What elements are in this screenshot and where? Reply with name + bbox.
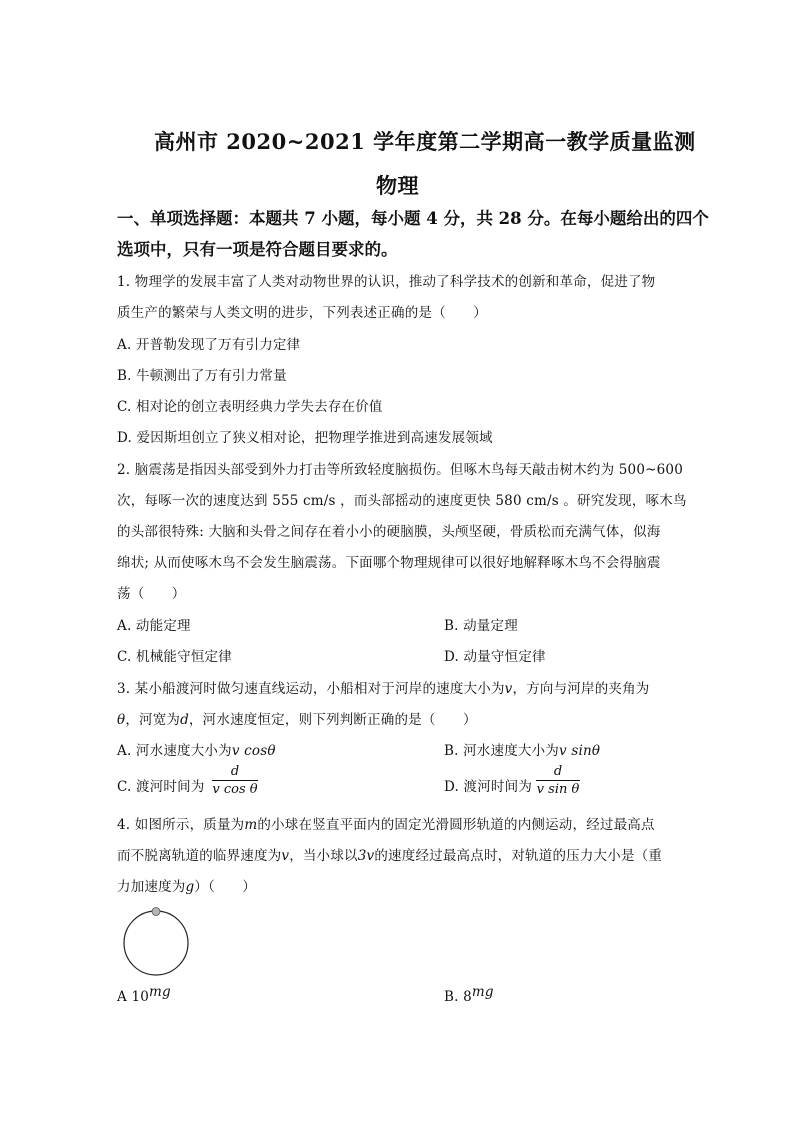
circular-track-figure (120, 902, 194, 978)
q4-stem-line1-post: 的小球在竖直平面内的固定光滑圆形轨道的内侧运动，经过最高点 (257, 817, 655, 833)
fraction-bar (212, 780, 258, 781)
q1-option-a: A. 开普勒发现了万有引力定律 (117, 337, 301, 353)
q1-option-c: C. 相对论的创立表明经典力学失去存在价值 (117, 399, 383, 415)
q2-stem-line1: 2. 脑震荡是指因头部受到外力打击等所致轻度脑损伤。但啄木鸟每天敲击树木约为 500~600 (117, 462, 684, 478)
q2-stem-line5: 荡（ ） (117, 586, 186, 602)
q4-option-b-expr: mg (471, 984, 494, 1000)
q3-option-d-denominator: v sin θ (536, 782, 580, 797)
q4-stem-line2-pre: 而不脱离轨道的临界速度为 (117, 848, 282, 864)
q4-option-b-label: B. 8 (444, 989, 472, 1005)
q3-stem-line2-post: ，河水速度恒定，则下列判断正确的是（ ） (188, 712, 477, 728)
q2-option-d: D. 动量守恒定律 (444, 649, 546, 665)
q1-option-d: D. 爱因斯坦创立了狭义相对论，把物理学推进到高速发展领域 (117, 430, 493, 446)
q3-option-a (117, 739, 276, 759)
q4-stem-line2-mid: ，当小球以 (289, 848, 358, 864)
q2-stem-line4: 绵状; 从而使啄木鸟不会发生脑震荡。下面哪个物理规律可以很好地解释啄木鸟不会得脑震 (117, 555, 661, 571)
q3-stem-line2 (117, 708, 477, 728)
q3-var-d: d (180, 712, 189, 728)
q4-stem-line2 (117, 844, 662, 864)
q3-stem-line1-post: ，方向与河岸的夹角为 (512, 681, 650, 697)
q1-stem-line2: 质生产的繁荣与人类文明的进步，下列表述正确的是（ ） (117, 305, 487, 321)
q4-var-g: g (185, 879, 195, 895)
q4-stem-line2-post: 的速度经过最高点时，对轨道的压力大小是（重 (374, 848, 663, 864)
q4-stem-line1 (117, 813, 655, 833)
q2-stem-line3: 的头部很特殊: 大脑和头骨之间存在着小小的硬脑膜，头颅坚硬，骨质松而充满气体，似海 (117, 524, 661, 540)
subject-title: 物理 (376, 173, 419, 198)
ball (152, 908, 160, 916)
q3-option-b (444, 739, 600, 759)
q1-stem-line1: 1. 物理学的发展丰富了人类对动物世界的认识，推动了科学技术的创新和革命，促进了物 (117, 274, 656, 290)
q3-option-d-fraction (536, 764, 580, 798)
section-header-line2: 选项中，只有一项是符合题目要求的。 (117, 240, 398, 259)
q2-stem-line2: 次，每啄一次的速度达到 555 cm/s ，而头部摇动的速度更快 580 cm/s 。研究发现，啄木鸟 (117, 493, 687, 509)
q2-option-b: B. 动量定理 (444, 618, 518, 634)
q4-var-m: m (244, 817, 258, 833)
q3-option-c-numerator: d (230, 764, 240, 779)
q4-var-v: v (281, 848, 290, 864)
circular-track (124, 911, 188, 975)
q4-option-a (117, 984, 171, 1005)
q4-stem-line3-post: ）（ ） (194, 879, 257, 895)
q4-stem-line3-pre: 力加速度为 (117, 879, 186, 895)
q3-var-theta: θ (117, 712, 126, 728)
q3-option-a-label: A. 河水速度大小为 (117, 743, 232, 759)
q4-stem-line1-pre: 4. 如图所示，质量为 (117, 817, 245, 833)
q4-var-3v: 3v (357, 848, 375, 864)
q3-stem-line2-mid: ，河宽为 (125, 712, 181, 728)
q4-option-b (444, 984, 494, 1005)
fraction-bar (536, 780, 580, 781)
section-header-line1: 一、单项选择题：本题共 7 小题，每小题 4 分，共 28 分。在每小题给出的四个 (117, 209, 709, 228)
q3-option-a-expr: v cosθ (231, 743, 276, 759)
exam-title: 高州市 2020~2021 学年度第二学期高一教学质量监测 (154, 129, 696, 154)
q3-option-d-numerator: d (553, 764, 563, 779)
q3-option-b-label: B. 河水速度大小为 (444, 743, 560, 759)
q2-option-a: A. 动能定理 (117, 618, 191, 634)
q3-option-c-fraction (212, 764, 258, 798)
q4-option-a-label: A 10 (117, 989, 150, 1005)
q2-option-c: C. 机械能守恒定律 (117, 649, 232, 665)
q3-option-b-expr: v sinθ (559, 743, 601, 759)
q3-stem-line1 (117, 677, 650, 697)
q4-stem-line3 (117, 875, 256, 895)
q3-var-v: v (504, 681, 513, 697)
q3-option-c-denominator: v cos θ (212, 782, 258, 797)
q3-option-d-label: D. 渡河时间为 (444, 779, 533, 795)
q1-option-b: B. 牛顿测出了万有引力常量 (117, 368, 287, 384)
q3-stem-line1-pre: 3. 某小船渡河时做匀速直线运动，小船相对于河岸的速度大小为 (117, 681, 505, 697)
q3-option-c-label: C. 渡河时间为 (117, 779, 205, 795)
q4-option-a-expr: mg (149, 984, 171, 1000)
